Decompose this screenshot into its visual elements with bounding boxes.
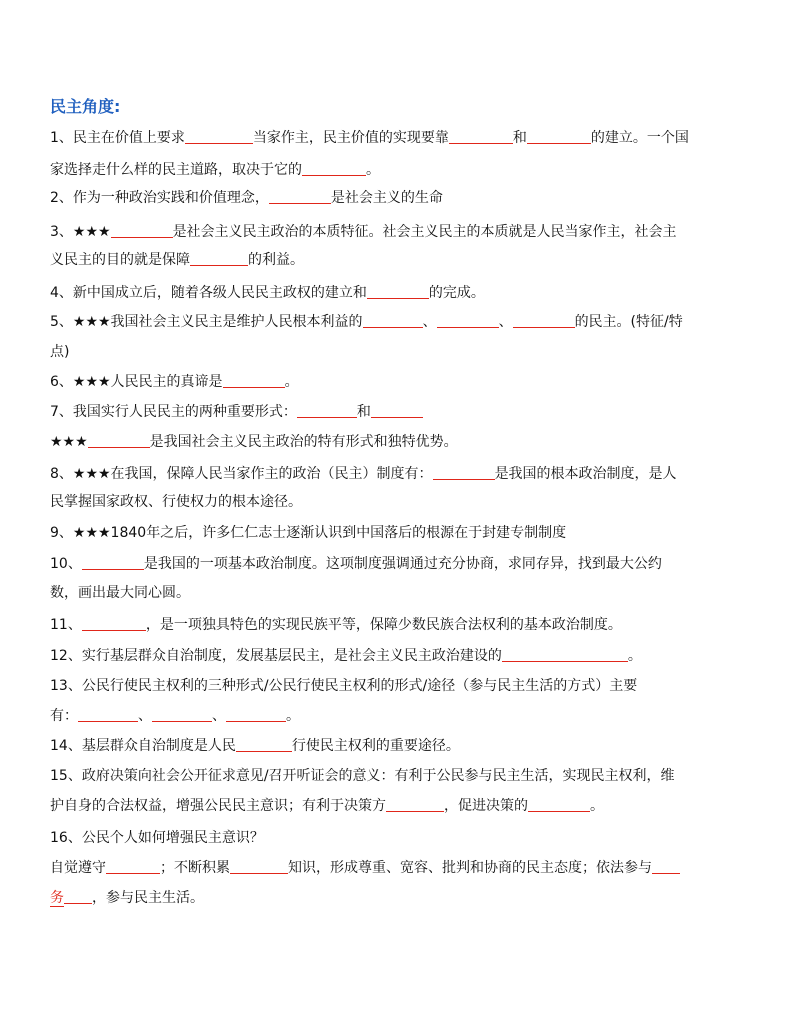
answer-blank[interactable] <box>230 859 288 874</box>
question-text: 义民主的目的就是保障 <box>50 252 190 268</box>
question-text: 的完成。 <box>428 285 485 301</box>
question-text: ；不断积累 <box>160 860 230 876</box>
question-text: 8、★★★在我国，保障人民当家作主的政治（民主）制度有： <box>50 466 433 482</box>
question-text: 行使民主权利的重要途径。 <box>291 738 460 754</box>
question-text: 、 <box>138 708 152 724</box>
question-line <box>50 402 750 422</box>
answer-blank[interactable] <box>223 373 285 388</box>
question-text: 、 <box>212 708 226 724</box>
question-line <box>50 583 750 603</box>
question-text: 的建立。一个国 <box>590 130 689 146</box>
question-text: 11、 <box>50 617 82 633</box>
question-text: 点) <box>50 344 70 360</box>
question-text: 的民主。(特征/特 <box>574 314 683 330</box>
question-text: 12、实行基层群众自治制度，发展基层民主，是社会主义民主政治建设的 <box>50 648 502 664</box>
answer-blank[interactable] <box>433 465 495 480</box>
answer-blank[interactable] <box>367 284 429 299</box>
question-text: 。 <box>286 708 300 724</box>
question-line <box>50 888 750 908</box>
answer-blank[interactable] <box>82 555 144 570</box>
answer-blank[interactable] <box>190 251 248 266</box>
question-line <box>50 342 750 362</box>
answer-blank[interactable] <box>513 313 575 328</box>
answer-blank[interactable] <box>152 707 212 722</box>
answer-blank[interactable] <box>236 737 292 752</box>
question-line <box>50 464 750 484</box>
question-line <box>50 706 750 726</box>
question-text: 。 <box>590 798 604 814</box>
question-text: 5、★★★我国社会主义民主是维护人民根本利益的 <box>50 314 363 330</box>
question-text: 10、 <box>50 556 82 572</box>
question-text: 数，画出最大同心圆。 <box>50 585 190 601</box>
answer-blank[interactable] <box>449 129 513 144</box>
question-text: 1、民主在价值上要求 <box>50 130 185 146</box>
question-text: 是我国的一项基本政治制度。这项制度强调通过充分协商，求同存异，找到最大公约 <box>143 556 662 572</box>
question-line <box>50 372 750 392</box>
answer-blank[interactable] <box>82 616 146 631</box>
question-text: 13、公民行使民主权利的三种形式/公民行使民主权利的形式/途径（参与民主生活的方式）主要 <box>50 678 638 694</box>
answer-blank[interactable] <box>297 403 357 418</box>
question-line <box>50 828 750 848</box>
question-text: 民掌握国家政权、行使权力的根本途径。 <box>50 494 302 510</box>
question-line <box>50 736 750 756</box>
question-text: 是社会主义民主政治的本质特征。社会主义民主的本质就是人民当家作主，社会主 <box>172 224 677 240</box>
answer-blank[interactable] <box>64 889 92 904</box>
question-text: 当家作主，民主价值的实现要靠 <box>252 130 449 146</box>
answer-blank[interactable] <box>185 129 253 144</box>
question-line <box>50 432 750 452</box>
question-text: 9、★★★1840年之后，许多仁仁志士逐渐认识到中国落后的根源在于封建专制制度 <box>50 525 567 541</box>
question-text: 务 <box>50 890 64 906</box>
question-line <box>50 188 750 208</box>
question-text: 。 <box>366 162 380 178</box>
section-heading: 民主角度: <box>50 97 121 116</box>
question-line <box>50 523 750 543</box>
question-text: 的利益。 <box>248 252 304 268</box>
answer-blank[interactable] <box>528 797 590 812</box>
answer-blank[interactable] <box>88 433 150 448</box>
question-text: 是我国的根本政治制度，是人 <box>494 466 677 482</box>
answer-blank[interactable] <box>386 797 444 812</box>
question-line <box>50 222 750 242</box>
answer-blank[interactable] <box>363 313 423 328</box>
question-text: 是社会主义的生命 <box>330 190 443 206</box>
question-text: 和 <box>512 130 527 146</box>
answer-blank[interactable] <box>502 647 628 662</box>
question-text: 和 <box>356 404 371 420</box>
question-text: 护自身的合法权益，增强公民民主意识；有利于决策方 <box>50 798 386 814</box>
question-line <box>50 283 750 303</box>
question-line <box>50 615 750 635</box>
answer-blank[interactable] <box>269 189 331 204</box>
answer-blank[interactable] <box>527 129 591 144</box>
question-text: 15、政府决策向社会公开征求意见/召开听证会的意义：有利于公民参与民主生活，实现民主权利，维 <box>50 768 675 784</box>
question-text: ，是一项独具特色的实现民族平等，保障少数民族合法权利的基本政治制度。 <box>145 617 622 633</box>
question-line <box>50 492 750 512</box>
answer-blank[interactable] <box>437 313 499 328</box>
answer-blank[interactable] <box>111 223 173 238</box>
question-line <box>50 312 750 332</box>
question-text: 知识，形成尊重、宽容、批判和协商的民主态度；依法参与 <box>288 860 652 876</box>
answer-blank[interactable] <box>106 859 160 874</box>
question-text: 。 <box>627 648 642 664</box>
question-text: ★★★ <box>50 434 88 450</box>
question-text: 、 <box>422 314 437 330</box>
question-text: 3、★★★ <box>50 224 111 240</box>
question-line <box>50 554 750 574</box>
question-text: 14、基层群众自治制度是人民 <box>50 738 236 754</box>
question-line <box>50 766 750 786</box>
answer-blank[interactable] <box>652 859 680 874</box>
answer-blank[interactable] <box>226 707 286 722</box>
question-line <box>50 646 750 666</box>
question-text: 7、我国实行人民民主的两种重要形式： <box>50 404 297 420</box>
answer-blank[interactable] <box>371 403 423 418</box>
question-line <box>50 858 750 878</box>
question-line <box>50 160 750 180</box>
question-text: 。 <box>284 374 299 390</box>
question-text: 有： <box>50 708 78 724</box>
question-text: 4、新中国成立后，随着各级人民民主政权的建立和 <box>50 285 367 301</box>
question-text: 是我国社会主义民主政治的特有形式和独特优势。 <box>149 434 458 450</box>
question-line <box>50 250 750 270</box>
answer-blank[interactable] <box>302 161 366 176</box>
question-text: ，参与民主生活。 <box>92 890 204 906</box>
question-line <box>50 676 750 696</box>
question-text: 6、★★★人民民主的真谛是 <box>50 374 223 390</box>
question-line <box>50 796 750 816</box>
question-text: 家选择走什么样的民主道路，取决于它的 <box>50 162 302 178</box>
question-text: 2、作为一种政治实践和价值理念， <box>50 190 269 206</box>
question-text: 16、公民个人如何增强民主意识？ <box>50 830 264 846</box>
question-text: 、 <box>498 314 513 330</box>
question-text: ，促进决策的 <box>444 798 528 814</box>
question-line <box>50 128 750 148</box>
question-text: 自觉遵守 <box>50 860 106 876</box>
answer-blank[interactable] <box>78 707 138 722</box>
